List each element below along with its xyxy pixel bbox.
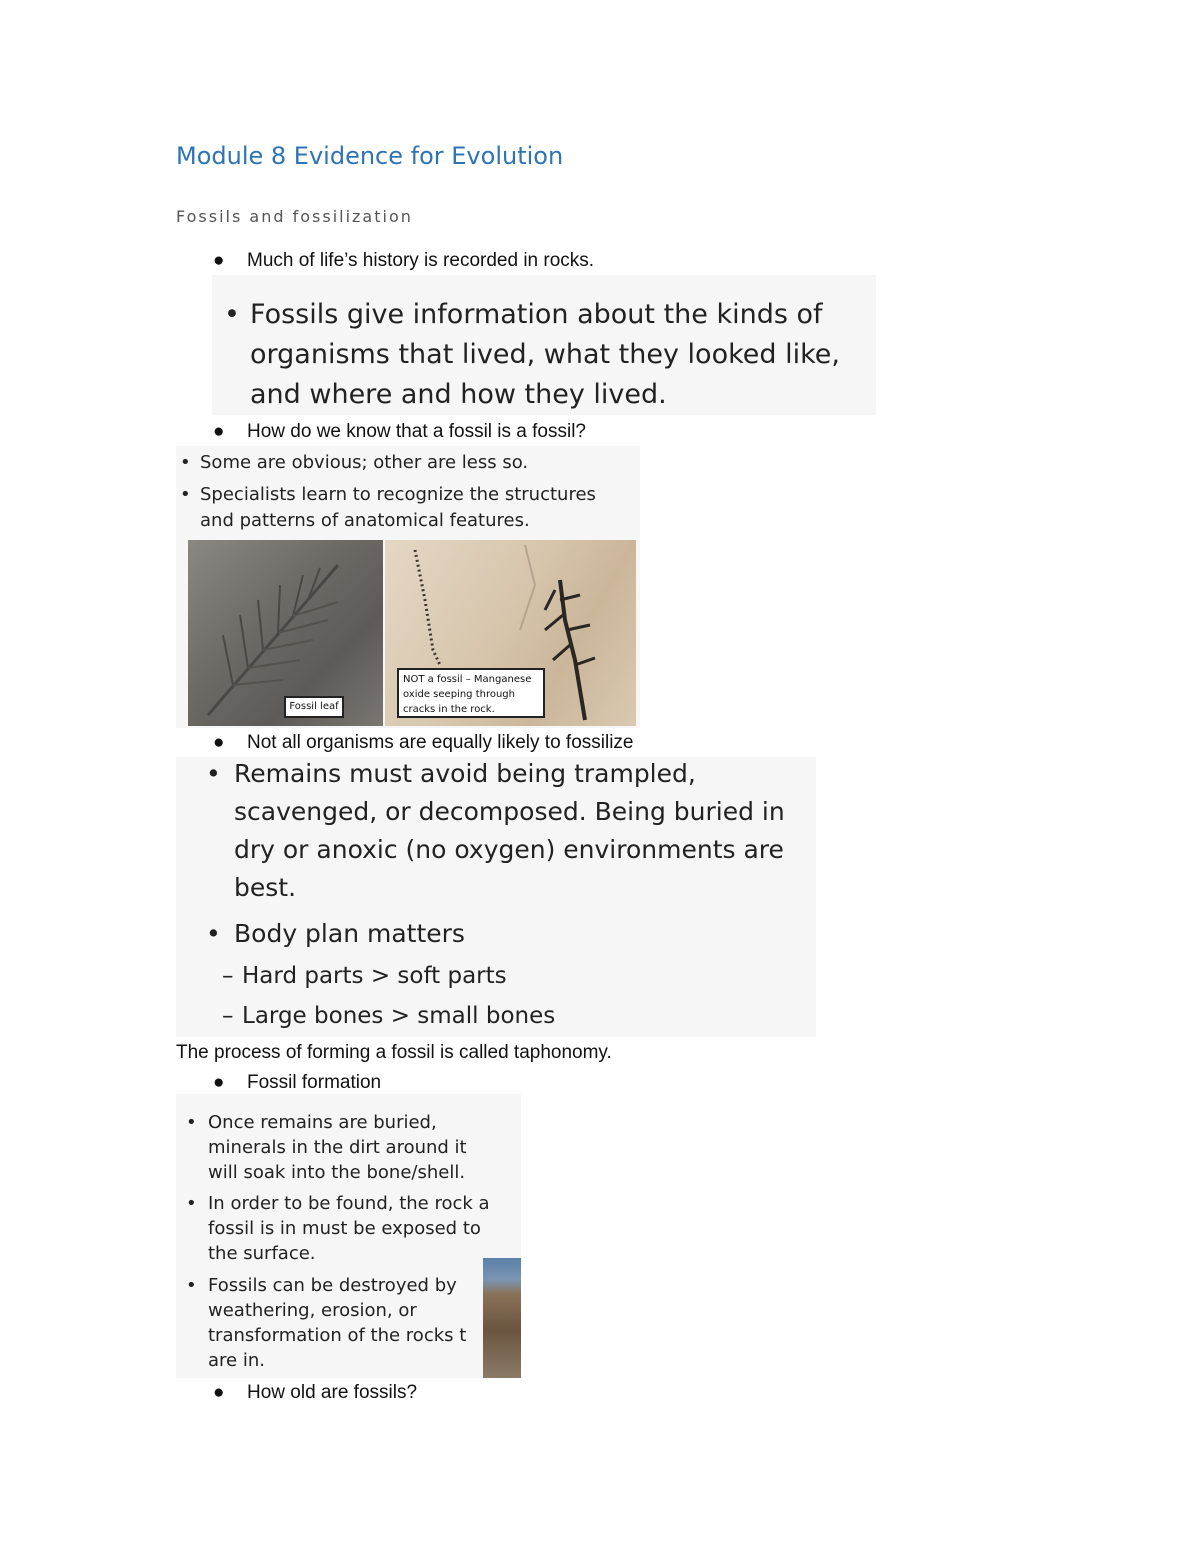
bullet-dot-icon: ●: [213, 732, 225, 753]
paragraph-taphonomy: The process of forming a fossil is called taphonomy.: [176, 1042, 612, 1063]
bullet-dot-icon: ●: [213, 1382, 225, 1403]
label-line: oxide seeping through: [403, 689, 515, 700]
slide-image-fossilization-likelihood: [176, 757, 816, 1037]
slide-bullet: [186, 1193, 490, 1214]
slide-text: Hard parts > soft parts: [242, 963, 507, 989]
slide-text: fossil is in must be exposed to: [208, 1218, 481, 1239]
slide-bullet-icon: •: [186, 1193, 197, 1214]
not-fossil-label: [397, 668, 545, 718]
slide-text: Once remains are buried,: [208, 1112, 437, 1133]
slide-bullet: [224, 299, 823, 330]
slide-bullet-icon: •: [206, 759, 221, 788]
bullet-text: Fossil formation: [247, 1072, 382, 1093]
slide-text: dry or anoxic (no oxygen) environments are: [234, 835, 784, 864]
rock-outcrop-photo: [483, 1258, 521, 1378]
slide-text: Remains must avoid being trampled,: [234, 759, 696, 788]
slide-text: scavenged, or decomposed. Being buried in: [234, 797, 785, 826]
bullet-item: [213, 1382, 418, 1404]
page-title: Module 8 Evidence for Evolution: [176, 142, 564, 170]
slide-text: organisms that lived, what they looked like,: [250, 339, 840, 370]
slide-text: Fossils can be destroyed by: [208, 1275, 457, 1296]
slide-text: and where and how they lived.: [250, 379, 667, 410]
slide-image-fossil-info: [212, 275, 876, 415]
slide-bullet-icon: •: [180, 484, 191, 505]
slide-sub-bullet: [222, 1003, 556, 1029]
slide-text: Body plan matters: [234, 919, 465, 948]
slide-bullet: [206, 759, 696, 788]
slide-bullet-icon: •: [186, 1112, 197, 1133]
label-line: NOT a fossil – Manganese: [403, 674, 532, 685]
bullet-text: How old are fossils?: [247, 1382, 418, 1403]
slide-text: the surface.: [208, 1243, 316, 1264]
manganese-dendrite-photo: [385, 540, 636, 726]
dash-icon: –: [222, 1003, 234, 1029]
slide-bullet: [186, 1275, 457, 1296]
bullet-text: Not all organisms are equally likely to fossilize: [247, 732, 634, 753]
slide-text: transformation of the rocks t: [208, 1325, 467, 1346]
slide-text: are in.: [208, 1350, 265, 1371]
bullet-item: [213, 1072, 382, 1094]
slide-bullet-icon: •: [186, 1275, 197, 1296]
slide-bullet-icon: •: [180, 452, 191, 473]
label-line: cracks in the rock.: [403, 704, 495, 715]
slide-image-fossil-formation: [176, 1094, 521, 1378]
slide-bullet-icon: •: [224, 299, 240, 330]
bullet-text: How do we know that a fossil is a fossil?: [247, 421, 586, 442]
slide-text: weathering, erosion, or: [208, 1300, 417, 1321]
slide-bullet-icon: •: [206, 919, 221, 948]
slide-sub-bullet: [222, 963, 507, 989]
fossil-leaf-label: Fossil leaf: [284, 696, 344, 718]
bullet-item: [213, 421, 586, 443]
slide-bullet: [180, 452, 529, 473]
slide-bullet: [186, 1112, 437, 1133]
slide-text: best.: [234, 873, 297, 902]
bullet-text: Much of life’s history is recorded in rocks.: [247, 250, 595, 271]
dash-icon: –: [222, 963, 234, 989]
slide-text: and patterns of anatomical features.: [200, 510, 530, 531]
slide-bullet: [180, 484, 596, 505]
slide-text: minerals in the dirt around it: [208, 1137, 467, 1158]
bullet-dot-icon: ●: [213, 421, 225, 442]
slide-text: In order to be found, the rock a: [208, 1193, 490, 1214]
bullet-item: [213, 732, 634, 754]
slide-text: Some are obvious; other are less so.: [200, 452, 529, 473]
bullet-dot-icon: ●: [213, 1072, 225, 1093]
slide-text: Large bones > small bones: [242, 1003, 556, 1029]
bullet-dot-icon: ●: [213, 250, 225, 271]
section-subtitle: Fossils and fossilization: [176, 207, 413, 226]
fossil-leaf-photo: [188, 540, 383, 726]
slide-text: Specialists learn to recognize the structures: [200, 484, 596, 505]
slide-text: Fossils give information about the kinds of: [250, 299, 823, 330]
slide-bullet: [206, 919, 465, 948]
slide-text: will soak into the bone/shell.: [208, 1162, 466, 1183]
bullet-item: [213, 250, 595, 272]
